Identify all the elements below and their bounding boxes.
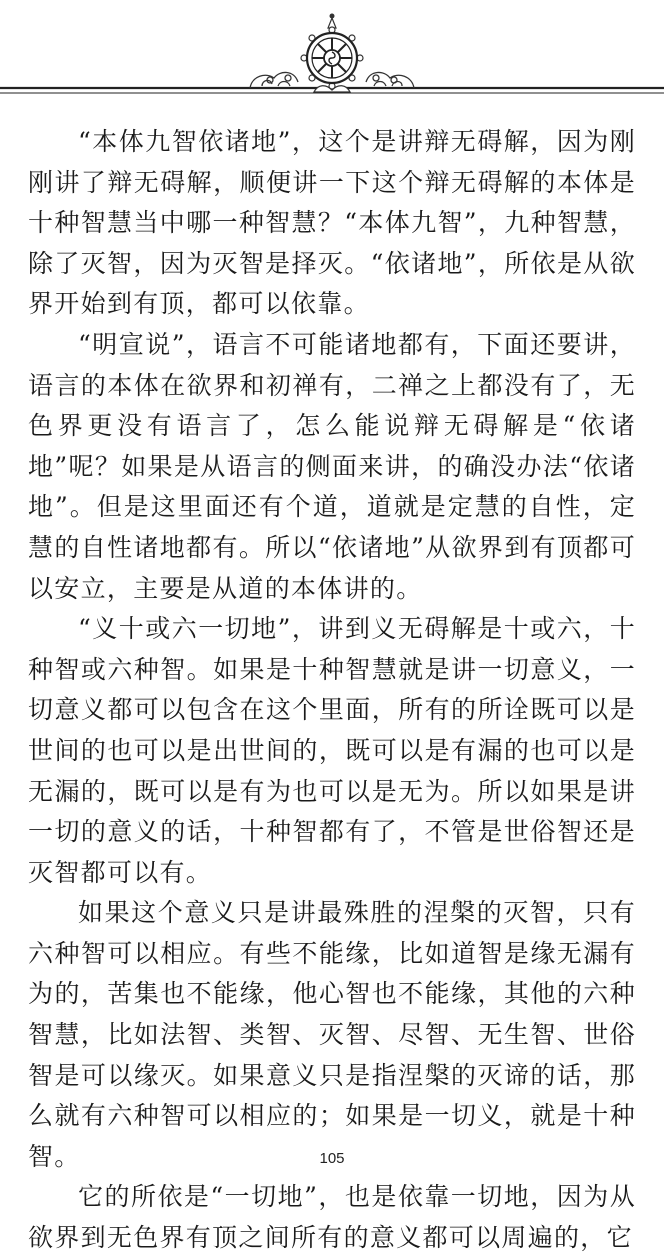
paragraph: 它的所依是“一切地”，也是依靠一切地，因为从欲界到无色界有顶之间所有的意义都可以周遍的，它: [28, 1182, 636, 1253]
paragraph: “本体九智依诸地”，这个是讲辩无碍解，因为刚刚讲了辩无碍解，顺便讲一下这个辩无碍解的本体是十种智慧当中哪一种智慧？“本体九智”，九种智慧，除了灭智，因为灭智是择灭。“依诸地”，所依是从欲界开始到有顶，都可以依靠。: [28, 127, 636, 319]
cloud-right-icon: [366, 72, 414, 88]
paragraph: “义十或六一切地”，讲到义无碍解是十或六，十种智或六种智。如果是十种智慧就是讲一切意义，一切意义都可以包含在这个里面，所有的所诠既可以是世间的也可以是出世间的，既可以是有漏的也可以是无漏的，既可以是有为也可以是无为。所以如果是讲一切的意义的话，十种智都有了，不管是世俗智还是灭智都可以有。: [28, 614, 636, 887]
paragraph: “明宣说”，语言不可能诸地都有，下面还要讲，语言的本体在欲界和初禅有，二禅之上都没有了，无色界更没有语言了，怎么能说辩无碍解是“依诸地”呢？如果是从语言的侧面来讲，的确没办法“依诸地”。但是这里面还有个道，道就是定慧的自性，定慧的自性诸地都有。所以“依诸地”从欲界到有顶都可以安立，主要是从道的本体讲的。: [28, 329, 636, 603]
cloud-left-icon: [250, 72, 298, 88]
page-number: 105: [319, 1150, 345, 1167]
header-ornament: [0, 0, 664, 110]
dharma-wheel-icon: [301, 14, 363, 93]
page-body: [28, 122, 636, 1259]
page-header: [0, 0, 664, 110]
paragraph: 如果这个意义只是讲最殊胜的涅槃的灭智，只有六种智可以相应。有些不能缘，比如道智是缘无漏有为的，苦集也不能缘，他心智也不能缘，其他的六种智慧，比如法智、类智、灭智、尽智、无生智、世俗智是可以缘灭。如果意义只是指涅槃的灭谛的话，那么就有六种智可以相应的；如果是一切义，就是十种智。: [28, 898, 636, 1171]
